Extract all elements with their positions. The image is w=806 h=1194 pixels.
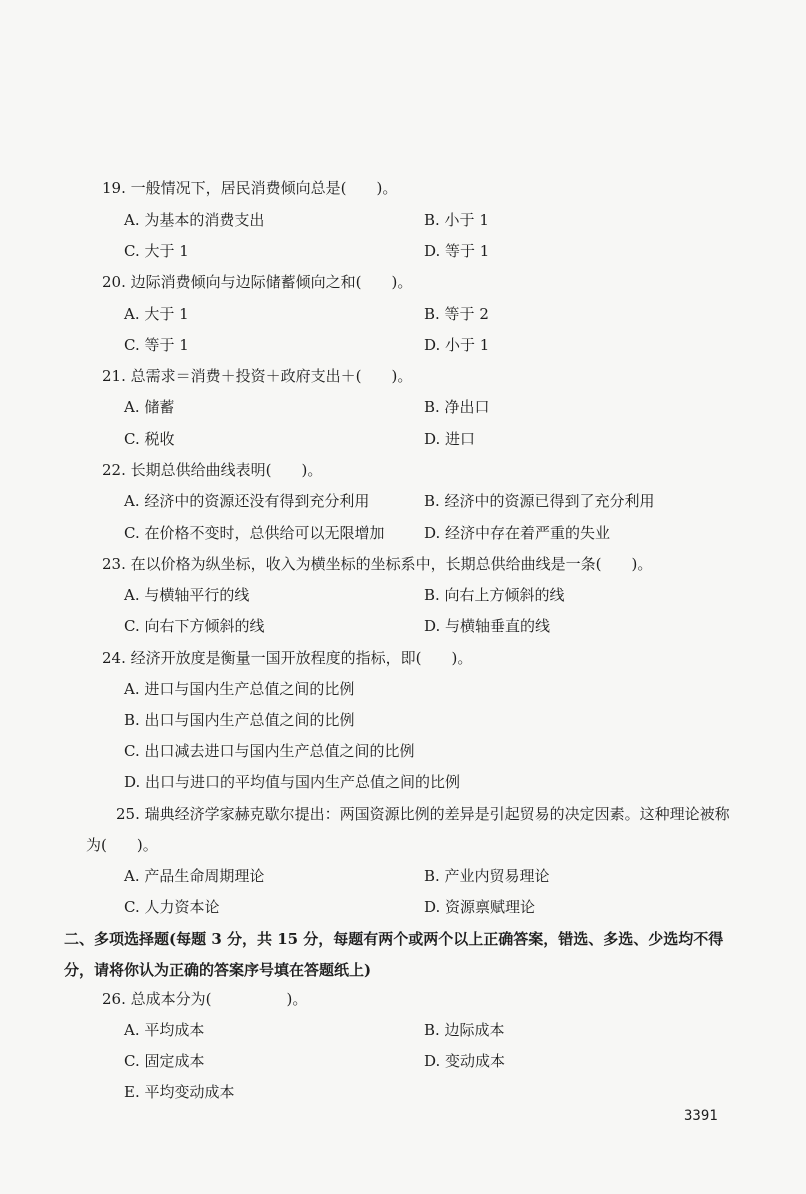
q24-option-d: D. 出口与进口的平均值与国内生产总值之间的比例 [124,773,461,791]
question-21: 21. 总需求＝消费＋投资＋政府支出＋( )。 [102,367,413,385]
q19-option-d: D. 等于 1 [424,242,490,260]
question-22: 22. 长期总供给曲线表明( )。 [102,461,323,479]
question-25: 25. 瑞典经济学家赫克歇尔提出：两国资源比例的差异是引起贸易的决定因素。这种理论被称为( )。 [86,805,730,854]
q20-option-c: C. 等于 1 [124,336,189,354]
q26-option-c: C. 固定成本 [124,1052,205,1070]
q23-option-d: D. 与横轴垂直的线 [424,617,551,635]
q24-option-a: A. 进口与国内生产总值之间的比例 [124,680,355,698]
q25-option-b: B. 产业内贸易理论 [424,867,550,885]
q26-option-b: B. 边际成本 [424,1021,505,1039]
q24-option-b: B. 出口与国内生产总值之间的比例 [124,711,355,729]
q24-option-c: C. 出口减去进口与国内生产总值之间的比例 [124,742,415,760]
question-26: 26. 总成本分为( )。 [102,990,308,1008]
q21-option-d: D. 进口 [424,430,476,448]
question-19: 19. 一般情况下，居民消费倾向总是( )。 [102,179,398,197]
q25-option-c: C. 人力资本论 [124,898,220,916]
q21-option-b: B. 净出口 [424,398,490,416]
q20-option-a: A. 大于 1 [124,305,189,323]
q22-option-a: A. 经济中的资源还没有得到充分利用 [124,492,370,510]
q20-option-b: B. 等于 2 [424,305,489,323]
q23-option-a: A. 与横轴平行的线 [124,586,250,604]
question-23: 23. 在以价格为纵坐标，收入为横坐标的坐标系中，长期总供给曲线是一条( )。 [102,555,653,573]
q19-option-a: A. 为基本的消费支出 [124,211,265,229]
section-2-heading: 二、多项选择题(每题 3 分，共 15 分，每题有两个或两个以上正确答案，错选、多选、少选均不得分，请将你认为正确的答案序号填在答题纸上) [64,930,724,979]
q23-option-b: B. 向右上方倾斜的线 [424,586,565,604]
q22-option-b: B. 经济中的资源已得到了充分利用 [424,492,655,510]
q25-option-a: A. 产品生命周期理论 [124,867,265,885]
q20-option-d: D. 小于 1 [424,336,490,354]
q26-option-d: D. 变动成本 [424,1052,506,1070]
q26-option-e: E. 平均变动成本 [124,1083,235,1101]
q25-option-d: D. 资源禀赋理论 [424,898,536,916]
page-number: 3391 [684,1108,718,1124]
q26-option-a: A. 平均成本 [124,1021,205,1039]
q21-option-c: C. 税收 [124,430,175,448]
question-24: 24. 经济开放度是衡量一国开放程度的指标，即( )。 [102,649,473,667]
q19-option-b: B. 小于 1 [424,211,489,229]
q19-option-c: C. 大于 1 [124,242,189,260]
q23-option-c: C. 向右下方倾斜的线 [124,617,265,635]
q22-option-d: D. 经济中存在着严重的失业 [424,524,611,542]
question-20: 20. 边际消费倾向与边际储蓄倾向之和( )。 [102,273,413,291]
q22-option-c: C. 在价格不变时，总供给可以无限增加 [124,524,385,542]
q21-option-a: A. 储蓄 [124,398,175,416]
